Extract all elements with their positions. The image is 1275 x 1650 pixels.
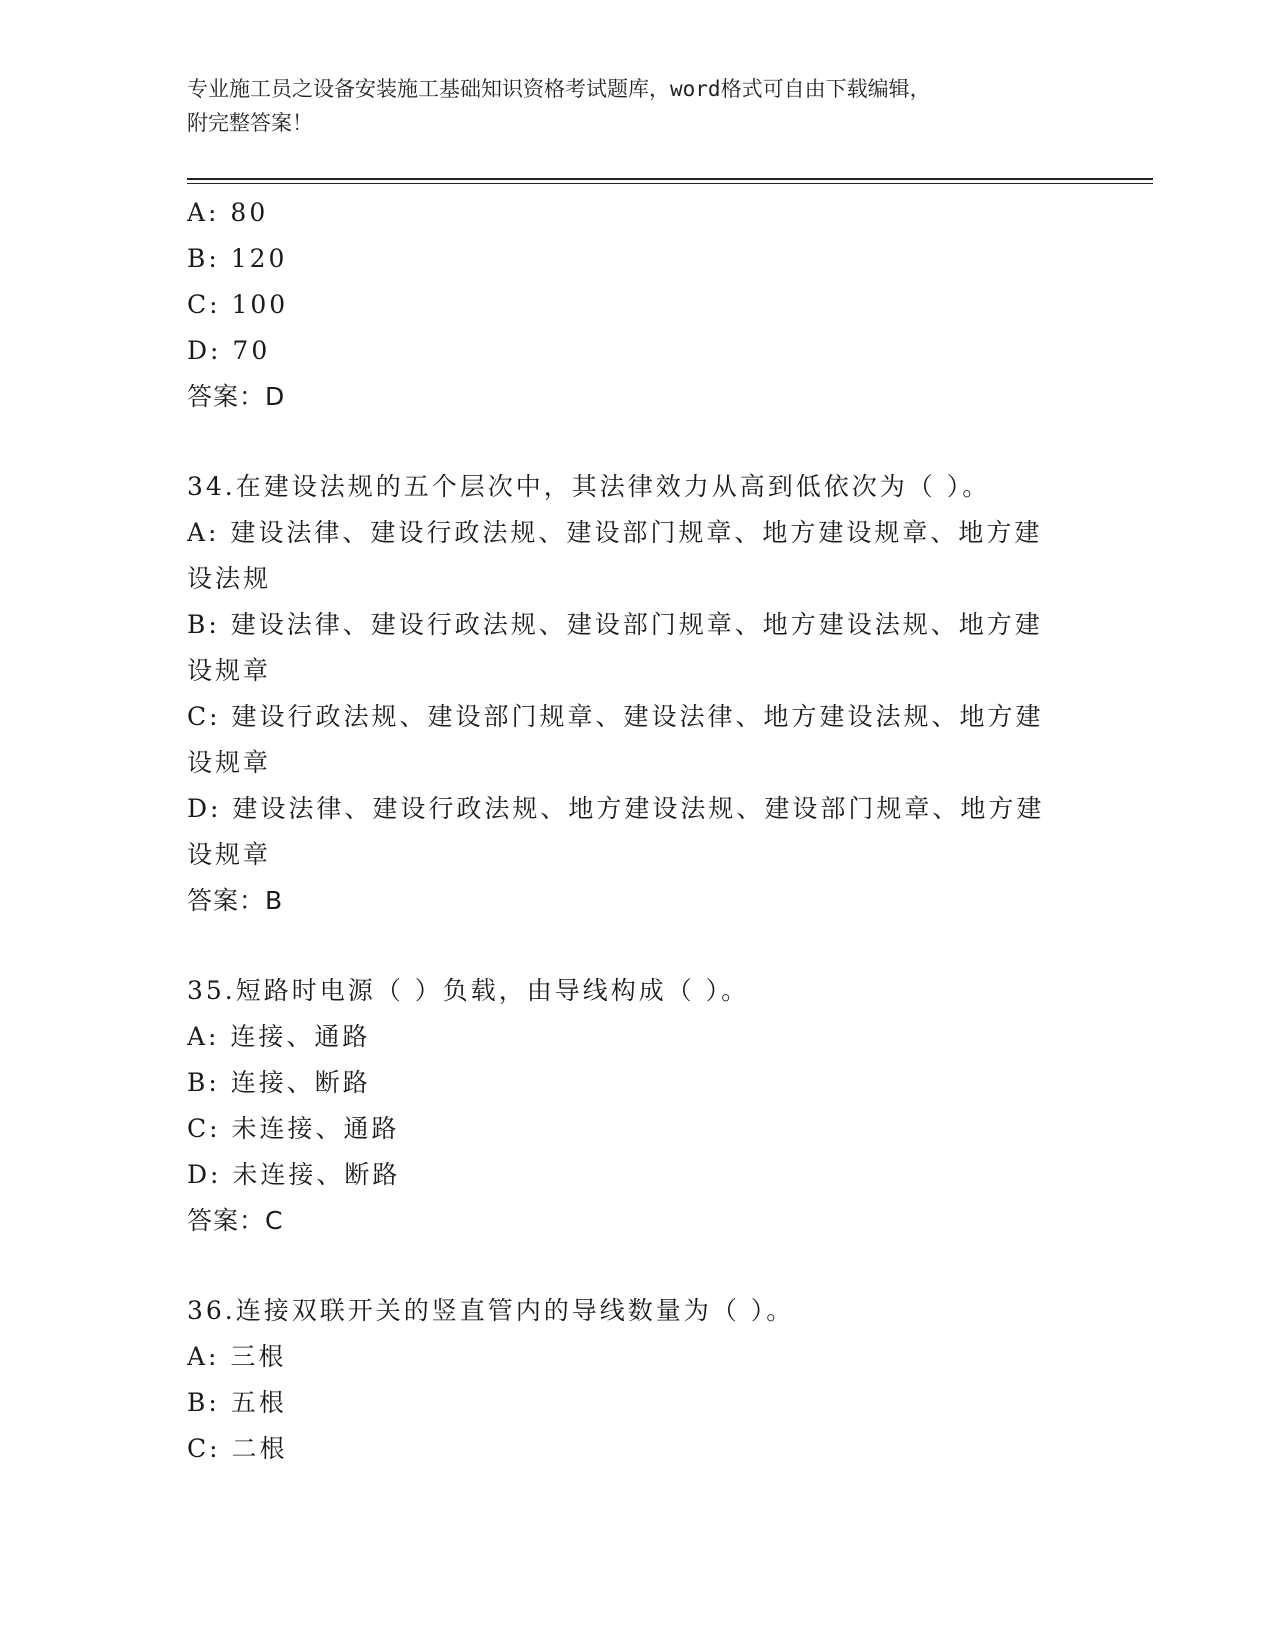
header-divider-thick: [187, 178, 1153, 180]
option-b-continued: 设规章: [187, 656, 272, 685]
question-text: 36.连接双联开关的竖直管内的导线数量为（ ）。: [187, 1296, 795, 1325]
option-d: D: 70: [187, 336, 271, 365]
option-a: A: 连接、通路: [187, 1022, 371, 1051]
option-b: B: 连接、断路: [187, 1068, 371, 1097]
answer: 答案：B: [187, 886, 284, 915]
header-line-1: 专业施工员之设备安装施工基础知识资格考试题库，word格式可自由下载编辑，: [187, 77, 931, 101]
option-d-continued: 设规章: [187, 840, 272, 869]
option-b: B: 五根: [187, 1388, 287, 1417]
header-line-2: 附完整答案！: [187, 111, 313, 135]
header-divider-thin: [187, 183, 1153, 184]
option-c: C: 100: [187, 290, 289, 319]
option-d: D: 建设法律、建设行政法规、地方建设法规、建设部门规章、地方建: [187, 794, 1045, 823]
option-b: B: 建设法律、建设行政法规、建设部门规章、地方建设法规、地方建: [187, 610, 1043, 639]
option-c: C: 建设行政法规、建设部门规章、建设法律、地方建设法规、地方建: [187, 702, 1044, 731]
question-content: [187, 190, 1087, 1472]
answer: 答案：D: [187, 382, 286, 411]
question-text: 34.在建设法规的五个层次中，其法律效力从高到低依次为（ ）。: [187, 472, 991, 501]
answer: 答案：C: [187, 1206, 284, 1235]
option-c-continued: 设规章: [187, 748, 272, 777]
option-a: A: 三根: [187, 1342, 287, 1371]
question-text: 35.短路时电源（ ）负载，由导线构成（ ）。: [187, 976, 750, 1005]
option-a-continued: 设法规: [187, 564, 272, 593]
option-d: D: 未连接、断路: [187, 1160, 401, 1189]
option-a: A: 建设法律、建设行政法规、建设部门规章、地方建设规章、地方建: [187, 518, 1043, 547]
document-header: [187, 72, 1087, 140]
option-c: C: 二根: [187, 1434, 288, 1463]
option-a: A: 80: [187, 198, 269, 227]
option-b: B: 120: [187, 244, 288, 273]
option-c: C: 未连接、通路: [187, 1114, 400, 1143]
